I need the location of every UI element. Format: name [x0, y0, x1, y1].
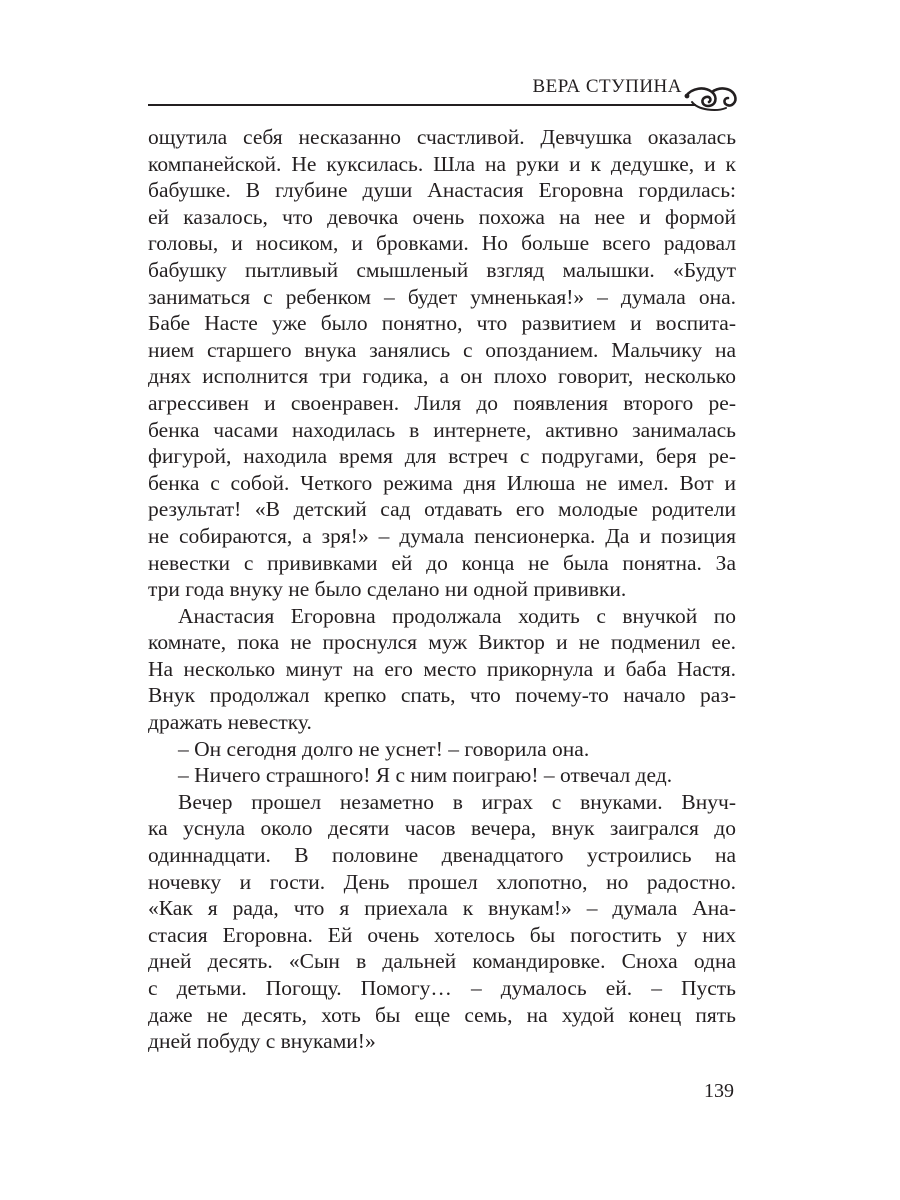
text-line: заниматься с ребенком – будет умненькая!» – думала она.: [148, 284, 736, 309]
text-line: дражать невестку.: [148, 710, 312, 735]
text-line: бенка с собой. Четкого режима дня Илюша не имел. Вот и: [148, 470, 736, 495]
text-line: стасия Егоровна. Ей очень хотелось бы погостить у них: [148, 922, 736, 947]
text-line: Бабе Насте уже было понятно, что развитием и воспита-: [148, 311, 736, 336]
text-line: невестки с прививками ей до конца не была понятна. За: [148, 550, 736, 575]
text-line: бенка часами находилась в интернете, активно занималась: [148, 417, 736, 442]
text-line: нием старшего внука занялись с опозданием. Мальчику на: [148, 337, 736, 362]
text-line: агрессивен и своенравен. Лиля до появления второго ре-: [148, 390, 736, 415]
text-line: с детьми. Погощу. Помогу… – думалось ей. – Пусть: [148, 976, 736, 1000]
text-line: комнате, пока не проснулся муж Виктор и не подменил ее.: [148, 630, 736, 655]
text-line: ночевку и гости. День прошел хлопотно, но радостно.: [148, 869, 736, 894]
swirl-ornament-icon: [682, 82, 738, 114]
text-line: – Он сегодня долго не уснет! – говорила она.: [178, 736, 590, 761]
text-line: дней побуду с внуками!»: [148, 1029, 376, 1054]
text-line: компанейской. Не куксилась. Шла на руки и к дедушке, и к: [148, 151, 736, 176]
text-line: Вечер прошел незаметно в играх с внуками. Внуч-: [178, 789, 736, 814]
text-line: дней десять. «Сын в дальней командировке. Сноха одна: [148, 949, 736, 974]
text-line: даже не десять, хоть бы еще семь, на худой конец пять: [148, 1002, 736, 1027]
page-number: 139: [704, 1080, 734, 1102]
running-title: ВЕРА СТУПИНА: [532, 76, 682, 97]
text-line: ка уснула около десяти часов вечера, внук заигрался до: [148, 816, 736, 841]
text-line: – Ничего страшного! Я с ним поиграю! – отвечал дед.: [178, 763, 673, 788]
text-line: бабушке. В глубине души Анастасия Егоровна гордилась:: [148, 178, 736, 203]
text-line: не собираются, а зря!» – думала пенсионерка. Да и позиция: [148, 523, 736, 548]
text-line: результат! «В детский сад отдавать его молодые родители: [148, 497, 736, 522]
text-line: головы, и носиком, и бровками. Но больше всего радовал: [148, 231, 736, 256]
body-text: [148, 124, 736, 1055]
text-line: ей казалось, что девочка очень похожа на нее и формой: [148, 204, 736, 229]
text-line: бабушку пытливый смышленый взгляд малышки. «Будут: [148, 257, 736, 282]
text-line: днях исполнится три годика, а он плохо говорит, несколько: [148, 364, 736, 389]
running-header: [148, 70, 738, 110]
text-line: На несколько минут на его место прикорнула и баба Настя.: [148, 656, 736, 681]
text-line: Анастасия Егоровна продолжала ходить с внучкой по: [178, 603, 736, 628]
text-line: Внук продолжал крепко спать, что почему-то начало раз-: [148, 683, 736, 708]
text-line: ощутила себя несказанно счастливой. Девчушка оказалась: [148, 125, 736, 149]
text-line: фигурой, находила время для встреч с подругами, беря ре-: [148, 444, 736, 469]
header-rule: [148, 104, 696, 106]
text-line: одиннадцати. В половине двенадцатого устроились на: [148, 843, 736, 868]
text-line: три года внуку не было сделано ни одной прививки.: [148, 577, 627, 602]
text-line: «Как я рада, что я приехала к внукам!» – думала Ана-: [148, 896, 736, 921]
